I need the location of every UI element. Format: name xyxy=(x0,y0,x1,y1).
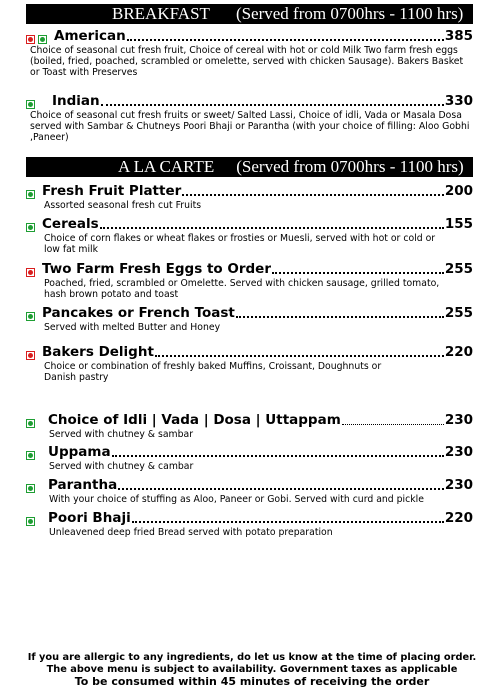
non-veg-icon xyxy=(26,268,35,277)
consumption-note: To be consumed within 45 minutes of receiving the order xyxy=(74,675,430,688)
veg-icon xyxy=(26,517,35,526)
breakfast-subtitle: (Served from 0700hrs - 1100 hrs) xyxy=(235,4,464,23)
leader-dots xyxy=(236,316,444,318)
leader-dots xyxy=(118,488,444,490)
item-price: 230 xyxy=(444,444,473,460)
leader-dots xyxy=(342,424,444,425)
menu-item-indian xyxy=(26,92,473,143)
item-name: Fresh Fruit Platter xyxy=(42,183,182,199)
item-price: 385 xyxy=(444,28,473,44)
menu-item-parantha xyxy=(26,476,473,505)
item-description: Choice or combination of freshly baked Muffins, Croissant, Doughnuts or Danish pastry xyxy=(44,361,382,383)
menu-footer xyxy=(0,652,504,688)
alacarte-title: A LA CARTE xyxy=(118,157,215,176)
veg-icon xyxy=(26,484,35,493)
leader-dots xyxy=(272,272,444,274)
item-description: With your choice of stuffing as Aloo, Paneer or Gobi. Served with curd and pickle xyxy=(49,494,424,505)
item-name: Two Farm Fresh Eggs to Order xyxy=(42,261,271,277)
item-description: Served with chutney & sambar xyxy=(49,429,194,440)
menu-item-choice-of-idli xyxy=(26,411,473,440)
veg-icon xyxy=(26,451,35,460)
item-name: Uppama xyxy=(48,444,111,460)
item-description: Assorted seasonal fresh cut Fruits xyxy=(44,200,202,211)
item-price: 255 xyxy=(444,261,473,277)
menu-item-bakers-delight xyxy=(26,343,473,383)
item-price: 330 xyxy=(444,93,473,109)
item-name: Bakers Delight xyxy=(42,344,154,360)
non-veg-icon xyxy=(26,351,35,360)
item-price: 230 xyxy=(444,477,473,493)
menu-item-pancakes-french-toast xyxy=(26,304,473,333)
item-price: 230 xyxy=(444,412,473,428)
item-description: Choice of corn flakes or wheat flakes or frosties or Muesli, served with hot or cold or low fat milk xyxy=(44,233,436,255)
veg-icon xyxy=(26,100,35,109)
item-name: Parantha xyxy=(48,477,118,493)
alacarte-subtitle: (Served from 0700hrs - 1100 hrs) xyxy=(236,157,464,176)
item-description: Served with chutney & cambar xyxy=(49,461,194,472)
non-veg-icon xyxy=(26,35,35,44)
item-description: Choice of seasonal cut fresh fruit, Choice of cereal with hot or cold Milk Two farm fresh eggs (boiled, fried, poached, scrambled or omelette, served with chicken Sausage). Bakers Basket or Toast with Preserves xyxy=(30,45,464,78)
veg-icon xyxy=(26,190,35,199)
item-description: Choice of seasonal cut fresh fruits or sweet/ Salted Lassi, Choice of idli, Vada or Masala Dosa served with Sambar & Chutneys Poori Bhaji or Parantha (with your choice of filling: Aloo Gobhi ,Paneer) xyxy=(30,110,470,143)
item-name: Choice of Idli | Vada | Dosa | Uttappam xyxy=(48,412,341,428)
veg-icon xyxy=(26,419,35,428)
item-name: Poori Bhaji xyxy=(48,510,131,526)
leader-dots xyxy=(155,355,444,357)
leader-dots xyxy=(112,455,444,457)
item-description: Poached, fried, scrambled or Omelette. Served with chicken sausage, grilled tomato, hash brown potato and toast xyxy=(44,278,440,300)
item-price: 220 xyxy=(444,344,473,360)
item-price: 220 xyxy=(444,510,473,526)
leader-dots xyxy=(127,39,444,41)
veg-icon xyxy=(38,35,47,44)
leader-dots xyxy=(101,104,444,106)
menu-item-fresh-fruit-platter xyxy=(26,182,473,211)
item-price: 155 xyxy=(444,216,473,232)
item-price: 200 xyxy=(444,183,473,199)
item-price: 255 xyxy=(444,305,473,321)
veg-icon xyxy=(26,223,35,232)
item-description: Served with melted Butter and Honey xyxy=(44,322,221,333)
item-name: American xyxy=(54,28,126,44)
allergy-note: If you are allergic to any ingredients, do let us know at the time of placing order. xyxy=(27,652,477,663)
menu-item-american xyxy=(26,27,473,78)
breakfast-header xyxy=(26,4,473,24)
alacarte-header xyxy=(26,157,473,177)
leader-dots xyxy=(182,194,444,196)
leader-dots xyxy=(100,227,444,229)
menu-item-uppama xyxy=(26,443,473,472)
leader-dots xyxy=(132,521,444,523)
veg-icon xyxy=(26,312,35,321)
menu-item-cereals xyxy=(26,215,473,255)
menu-item-poori-bhaji xyxy=(26,509,473,538)
item-name: Pancakes or French Toast xyxy=(42,305,235,321)
item-name: Indian xyxy=(52,93,100,109)
breakfast-title: BREAKFAST xyxy=(112,4,210,23)
item-description: Unleavened deep fried Bread served with potato preparation xyxy=(49,527,333,538)
menu-item-two-farm-fresh-eggs xyxy=(26,260,473,300)
availability-note: The above menu is subject to availability. Government taxes as applicable xyxy=(46,664,458,675)
item-name: Cereals xyxy=(42,216,99,232)
